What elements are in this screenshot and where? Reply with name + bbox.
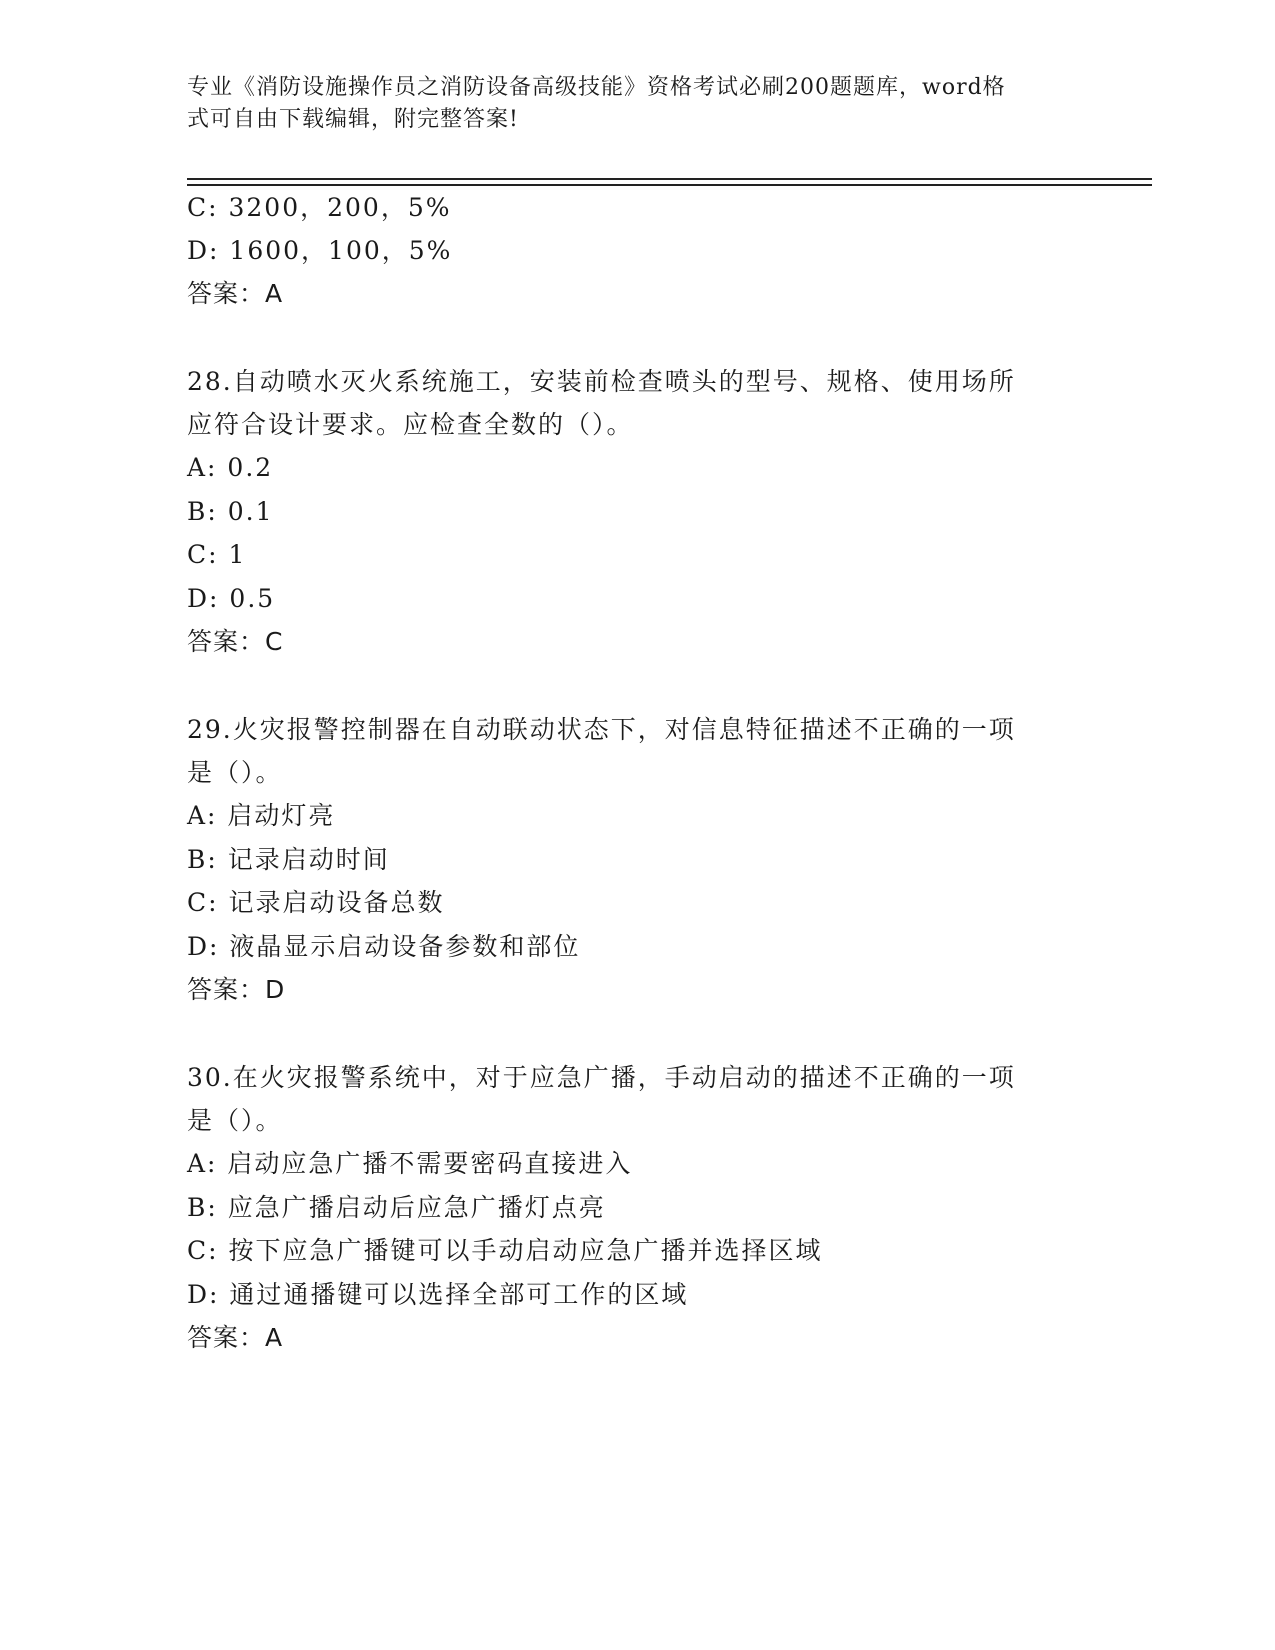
- q27-answer: 答案：A: [187, 279, 284, 308]
- q28-answer: 答案：C: [187, 627, 284, 656]
- document-header: [187, 72, 1087, 136]
- header-line-2: 式可自由下载编辑，附完整答案!: [187, 107, 519, 132]
- q29-stem-line-2: 是（）。: [187, 758, 283, 787]
- q30-answer: 答案：A: [187, 1323, 284, 1352]
- q28-option-c: C: 1: [187, 540, 247, 569]
- q29-answer: 答案：D: [187, 975, 286, 1004]
- q30-stem-line-2: 是（）。: [187, 1106, 283, 1135]
- q30-option-a: A: 启动应急广播不需要密码直接进入: [187, 1149, 633, 1178]
- q29-stem-line-1: 29.火灾报警控制器在自动联动状态下，对信息特征描述不正确的一项: [187, 715, 1016, 744]
- q28-stem-line-2: 应符合设计要求。应检查全数的（）。: [187, 410, 634, 439]
- q28-option-d: D: 0.5: [187, 584, 276, 613]
- q30-stem-line-1: 30.在火灾报警系统中，对于应急广播，手动启动的描述不正确的一项: [187, 1063, 1016, 1092]
- q27-option-c: C: 3200，200，5%: [187, 193, 452, 222]
- q28-stem-line-1: 28.自动喷水灭火系统施工，安装前检查喷头的型号、规格、使用场所: [187, 367, 1016, 396]
- q29-option-d: D: 液晶显示启动设备参数和部位: [187, 932, 581, 961]
- q27-option-d: D: 1600，100，5%: [187, 236, 453, 265]
- header-line-1: 专业《消防设施操作员之消防设备高级技能》资格考试必刷200题题库，word格: [187, 75, 1006, 100]
- q29-option-b: B: 记录启动时间: [187, 845, 390, 874]
- q28-option-a: A: 0.2: [187, 453, 274, 482]
- header-divider-bottom: [187, 184, 1152, 186]
- q30-option-c: C: 按下应急广播键可以手动启动应急广播并选择区域: [187, 1236, 823, 1265]
- q29-option-a: A: 启动灯亮: [187, 801, 336, 830]
- q28-option-b: B: 0.1: [187, 497, 274, 526]
- q29-option-c: C: 记录启动设备总数: [187, 888, 445, 917]
- q30-option-b: B: 应急广播启动后应急广播灯点亮: [187, 1193, 606, 1222]
- header-divider-top: [187, 178, 1152, 180]
- q30-option-d: D: 通过通播键可以选择全部可工作的区域: [187, 1280, 689, 1309]
